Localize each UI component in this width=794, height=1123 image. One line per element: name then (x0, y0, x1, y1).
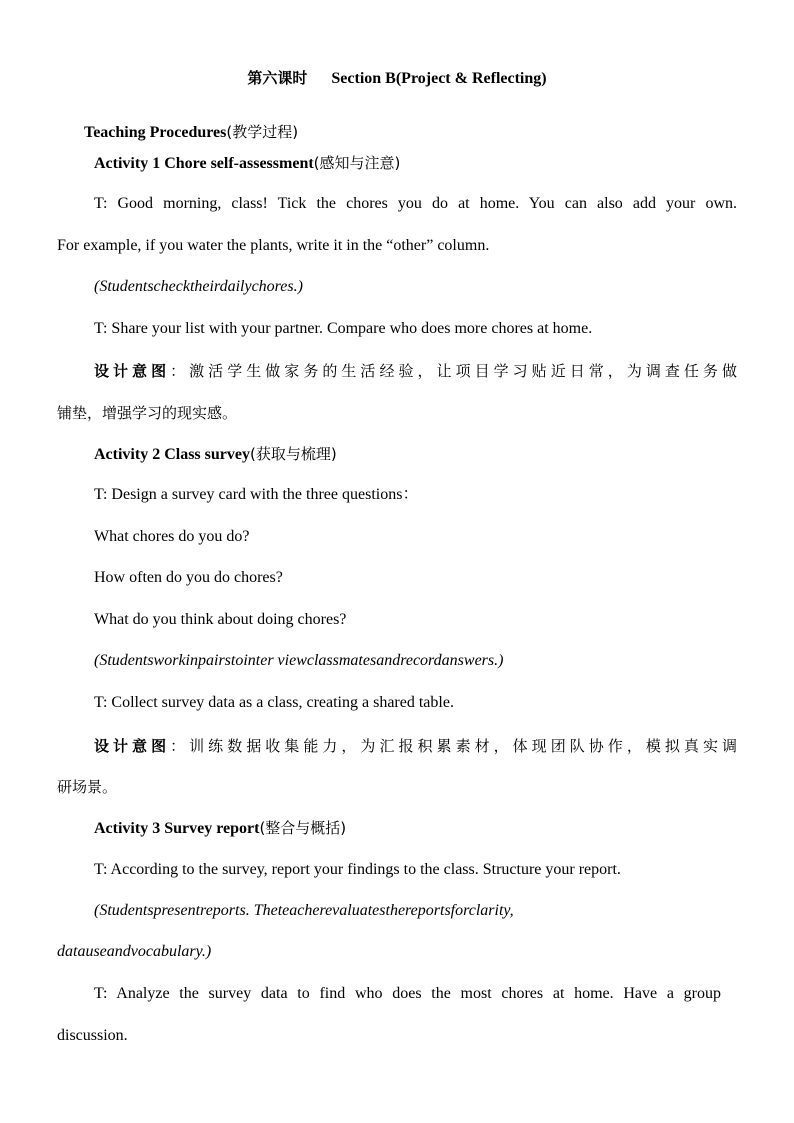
activity-3-teacher-line-3: discussion. (57, 1027, 128, 1044)
lesson-label: 第六课时 (247, 69, 308, 87)
activity-3-heading: Activity 3 Survey report(整合与概括) (94, 819, 347, 837)
page-title (0, 66, 794, 91)
survey-question-1: What chores do you do? (94, 528, 250, 545)
activity-2-design-intent-line-2: 研场景。 (57, 778, 118, 796)
activity-1-design-intent: 设计意图：激活学生做家务的生活经验，让项目学习贴近日常，为调查任务做 (94, 362, 737, 380)
activity-2-design-intent: 设计意图：训练数据收集能力，为汇报积累素材，体现团队协作，模拟真实调 (94, 737, 737, 755)
activity-1-teacher-line-2: For example, if you water the plants, write it in the “other” column. (57, 237, 490, 254)
activity-3-student-note-line-1: (Studentspresentreports. Theteacherevaluatesthereportsforclarity, (94, 902, 514, 919)
activity-2-teacher-line-2: T: Collect survey data as a class, creating a shared table. (94, 694, 454, 711)
section-label: Section B(Project & Reflecting) (331, 70, 547, 87)
activity-2-heading: Activity 2 Class survey(获取与梳理) (94, 445, 337, 463)
activity-3-teacher-line-1: T: According to the survey, report your findings to the class. Structure your report. (94, 861, 621, 878)
teaching-procedures-heading: Teaching Procedures(教学过程) (84, 123, 299, 141)
activity-1-teacher-line-3: T: Share your list with your partner. Compare who does more chores at home. (94, 320, 593, 337)
activity-2-teacher-line-1: T: Design a survey card with the three questions： (94, 486, 419, 503)
activity-3-student-note-line-2: datauseandvocabulary.) (57, 943, 212, 960)
survey-question-3: What do you think about doing chores? (94, 611, 347, 628)
activity-2-student-note: (Studentsworkinpairstointer viewclassmatesandrecordanswers.) (94, 652, 504, 669)
activity-1-heading: Activity 1 Chore self-assessment(感知与注意) (94, 154, 401, 172)
activity-3-teacher-line-2: T: Analyze the survey data to find who does the most chores at home. Have a group (94, 985, 721, 1002)
activity-1-design-intent-line-2: 铺垫，增强学习的现实感。 (57, 404, 238, 422)
activity-1-teacher-line-1: T: Good morning, class! Tick the chores you do at home. You can also add your own. (94, 195, 737, 212)
survey-question-2: How often do you do chores? (94, 569, 283, 586)
activity-1-student-note: (Studentschecktheirdailychores.) (94, 278, 303, 295)
